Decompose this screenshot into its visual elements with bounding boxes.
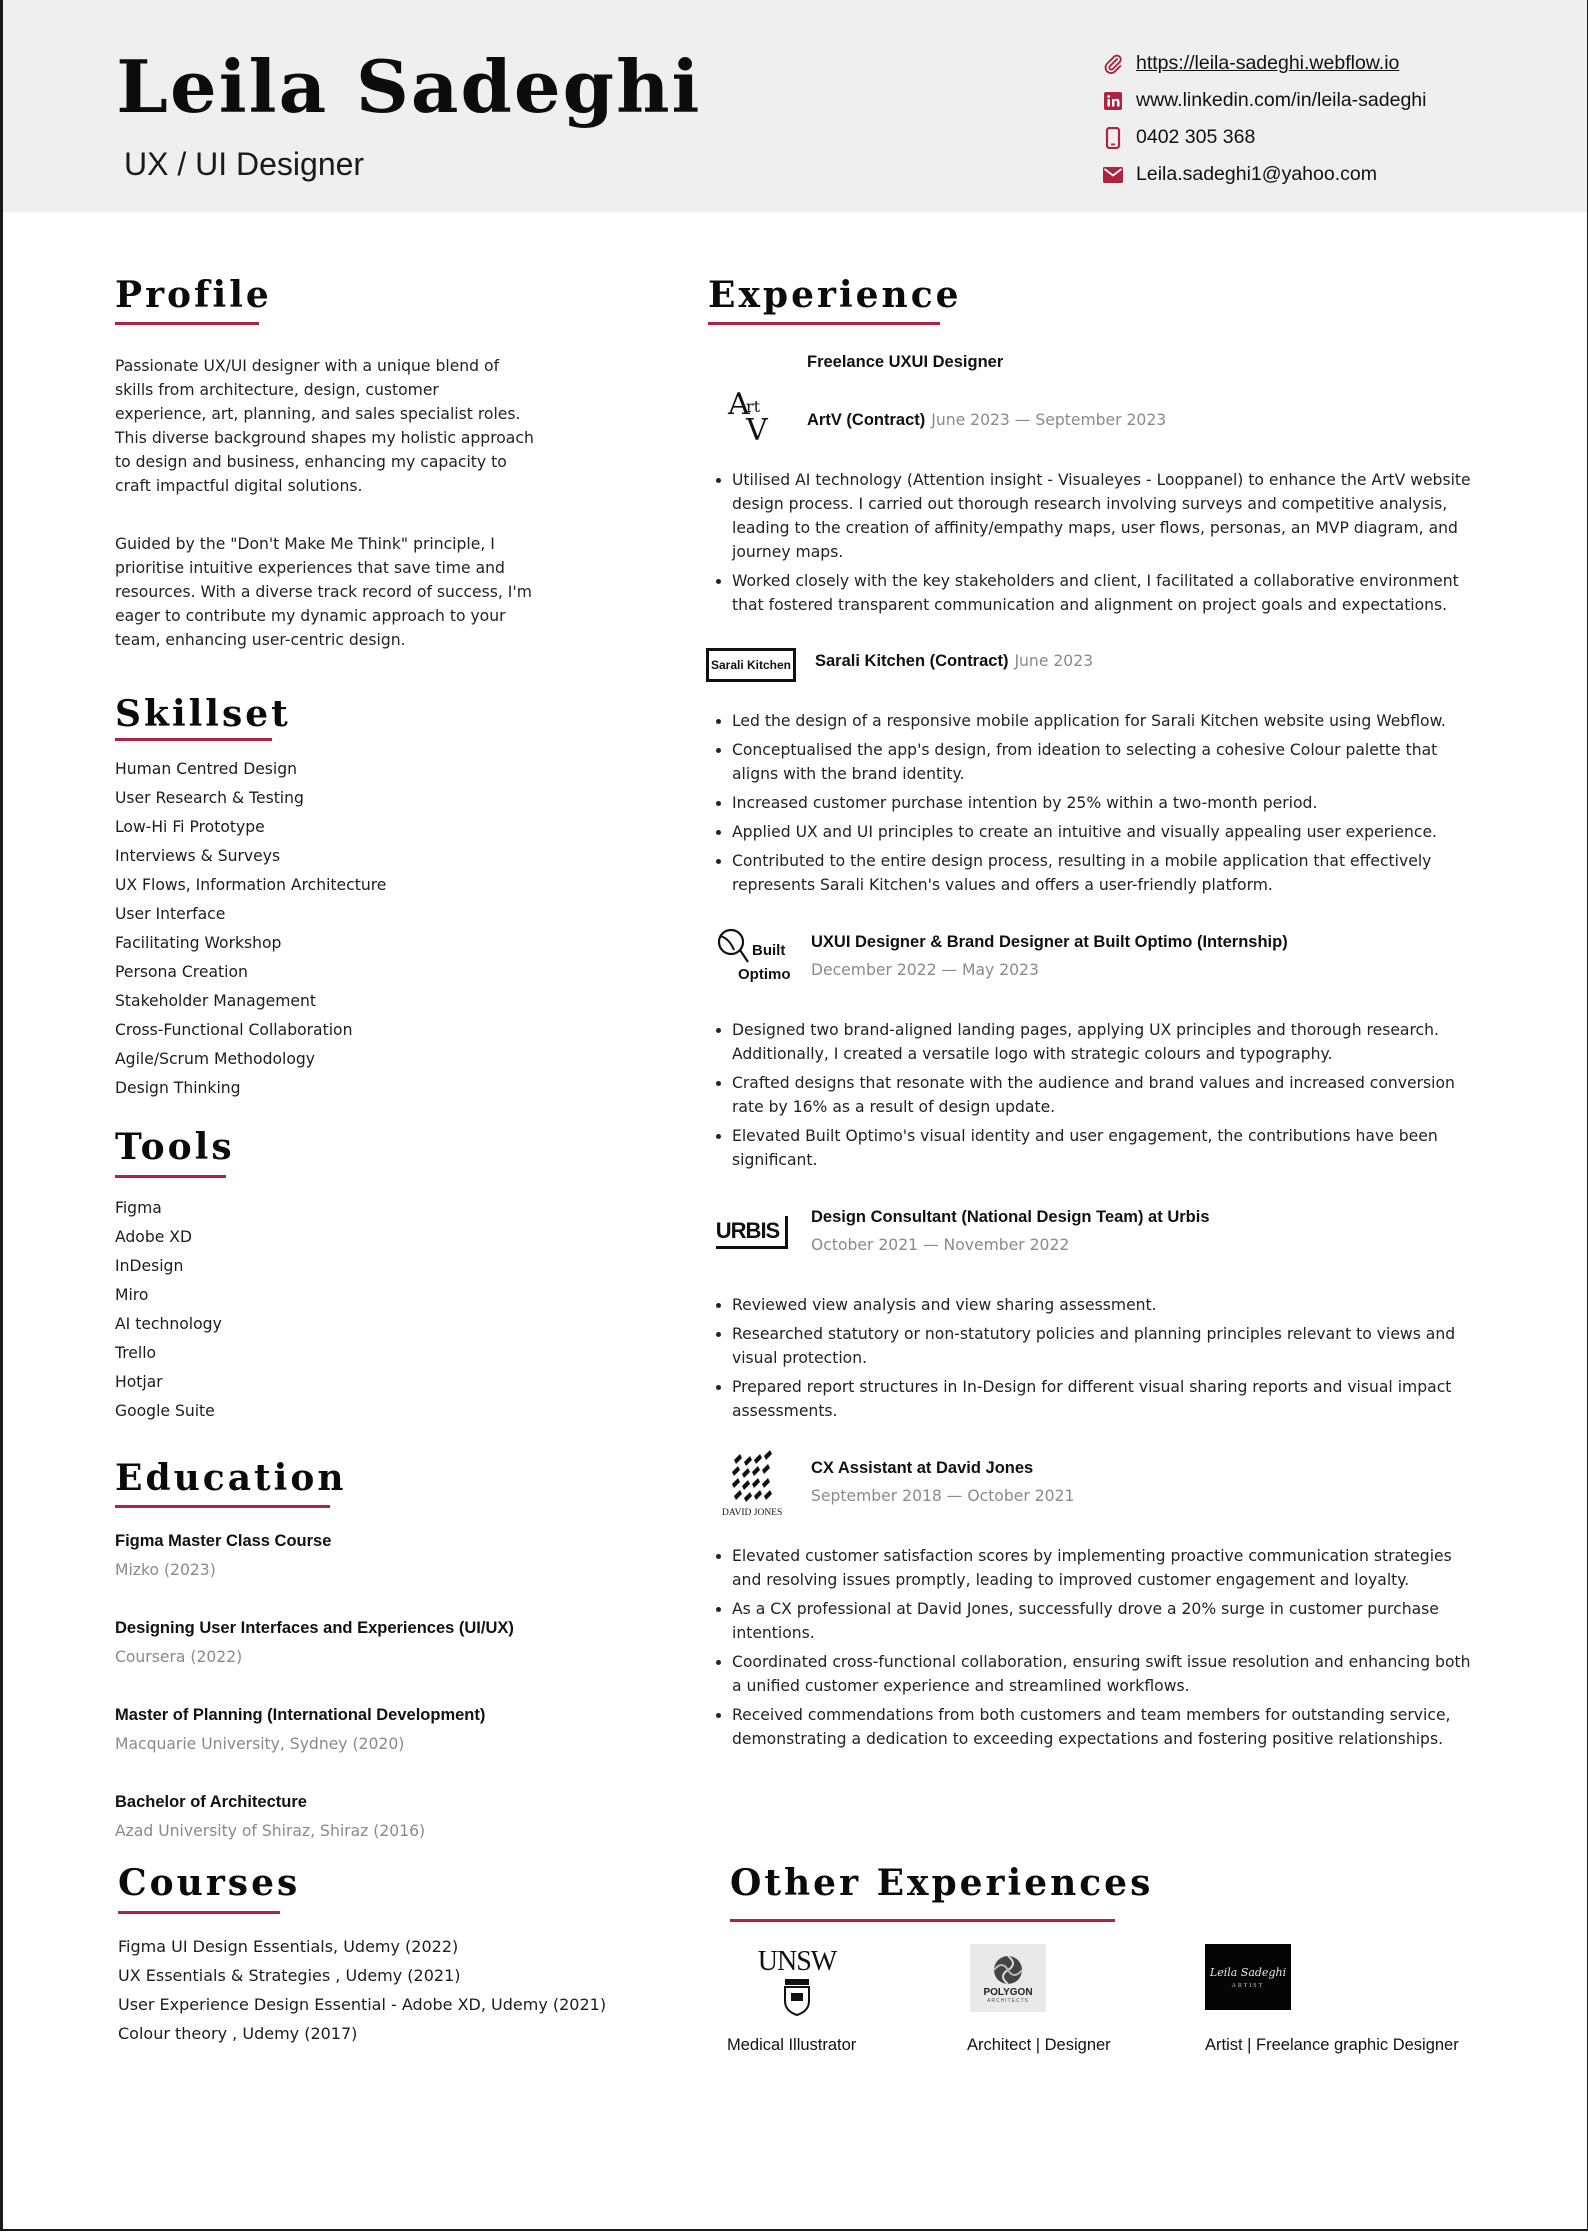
job-bullet: Coordinated cross-functional collaboration, ensuring swift issue resolution and enhancing both a unified customer experience and streamlined workflows. [712,1650,1472,1698]
course-item: Colour theory , Udemy (2017) [118,2024,358,2043]
polygon-swirl-icon [991,1953,1025,1987]
job-bullet: Led the design of a responsive mobile application for Sarali Kitchen website using Webflow. [712,709,1472,733]
education-title: Bachelor of Architecture [115,1793,307,1811]
job-dates: December 2022 — May 2023 [811,961,1039,979]
course-item: Figma UI Design Essentials, Udemy (2022) [118,1937,459,1956]
linkedin-icon [1102,90,1124,112]
job-bullet: Elevated Built Optimo's visual identity and user engagement, the contributions have been significant. [712,1124,1472,1172]
job-bullet: As a CX professional at David Jones, successfully drove a 20% surge in customer purchase intentions. [712,1597,1472,1645]
polygon-architects-logo [970,1944,1046,2012]
education-subtitle: Coursera (2022) [115,1648,243,1666]
job-bullets [712,709,1472,902]
job-bullet: Contributed to the entire design process, resulting in a mobile application that effectively represents Sarali Kitchen's values and offers a user-friendly platform. [712,849,1472,897]
tool-item: AI technology [115,1315,222,1333]
job-bullet: Worked closely with the key stakeholders and client, I facilitated a collaborative environment that fostered transparent communication and alignment on project goals and expectations. [712,569,1472,617]
tool-item: Hotjar [115,1373,163,1391]
skill-item: UX Flows, Information Architecture [115,876,387,894]
email-address[interactable]: Leila.sadeghi1@yahoo.com [1136,163,1377,185]
contact-email[interactable] [1102,156,1426,193]
skill-item: Interviews & Surveys [115,847,281,865]
paperclip-icon [1102,53,1124,75]
course-item: UX Essentials & Strategies , Udemy (2021) [118,1966,461,1985]
skill-item: Stakeholder Management [115,992,316,1010]
job-bullets [712,1293,1472,1428]
urbis-logo [715,1210,786,1254]
education-item [115,1701,485,1759]
job-bullet: Crafted designs that resonate with the audience and brand values and increased conversion rate by 16% as a result of design update. [712,1071,1472,1119]
education-title: Designing User Interfaces and Experiences (UI/UX) [115,1619,514,1637]
job-bullet: Researched statutory or non-statutory policies and planning principles relevant to views and visual protection. [712,1322,1472,1370]
linkedin-link[interactable]: www.linkedin.com/in/leila-sadeghi [1136,89,1427,111]
contact-website[interactable] [1102,45,1426,82]
tools-heading: Tools [115,1126,235,1168]
education-title: Figma Master Class Course [115,1532,332,1550]
job-dates: June 2023 — September 2023 [931,411,1167,429]
other-experiences-rule [730,1919,1115,1922]
education-item [115,1527,331,1585]
tool-item: Trello [115,1344,157,1362]
job-title [815,652,1093,671]
education-heading: Education [115,1457,347,1499]
tool-item: Figma [115,1199,162,1217]
skillset-rule [115,738,272,741]
artist-logo-sub: ARTIST [1231,1982,1265,1989]
job-dates: June 2023 [1014,652,1094,670]
skill-item: Design Thinking [115,1079,241,1097]
other-experience-label: Medical Illustrator [727,2036,857,2054]
other-experience-label: Artist | Freelance graphic Designer [1205,2036,1459,2054]
polygon-logo-text: POLYGON [983,1986,1033,1998]
sarali-logo-text: Sarali Kitchen [710,658,792,672]
unsw-logo [752,1944,842,2020]
education-subtitle: Mizko (2023) [115,1561,216,1579]
job-bullets [712,1544,1472,1756]
artist-signature-logo [1205,1944,1291,2010]
contact-linkedin[interactable] [1102,82,1426,119]
skill-item: User Research & Testing [115,789,304,807]
phone-icon [1102,127,1124,149]
skill-item: Human Centred Design [115,760,298,778]
unsw-logo-text: UNSW [757,1946,837,1977]
experience-rule [708,322,940,325]
job-bullet: Increased customer purchase intention by 25% within a two-month period. [712,791,1472,815]
urbis-logo-text: URBIS [716,1216,788,1249]
education-rule [115,1505,330,1508]
skill-item: User Interface [115,905,226,923]
artv-logo [718,384,782,444]
skillset-list [115,755,386,1103]
skill-item: Agile/Scrum Methodology [115,1050,316,1068]
david-jones-logo-text: DAVID JONES [722,1508,783,1518]
job-bullet: Designed two brand-aligned landing pages, applying UX principles and thorough research. Additionally, I created a versatile logo with strategic colours and typography. [712,1018,1472,1066]
david-jones-logo [720,1450,800,1522]
job-bullet: Prepared report structures in In-Design for different visual sharing reports and visual impact assessments. [712,1375,1472,1423]
contact-list [1102,45,1426,193]
skillset-heading: Skillset [115,693,291,735]
courses-rule [118,1911,280,1914]
job-title: CX Assistant at David Jones [811,1459,1034,1477]
tools-rule [115,1175,226,1178]
sarali-kitchen-logo [706,648,796,682]
built-optimo-logo [714,926,796,988]
job-bullet: Conceptualised the app's design, from ideation to selecting a cohesive Colour palette that aligns with the brand identity. [712,738,1472,786]
job-title: UXUI Designer & Brand Designer at Built Optimo (Internship) [811,933,1288,951]
svg-text:V: V [746,413,768,444]
other-experiences-heading: Other Experiences [730,1862,1154,1904]
built-logo-text: Built [752,942,786,959]
tool-item: Google Suite [115,1402,215,1420]
website-link[interactable]: https://leila-sadeghi.webflow.io [1136,52,1400,74]
tool-item: InDesign [115,1257,184,1275]
svg-text:A: A [728,387,750,422]
candidate-name: Leila Sadeghi [116,44,702,129]
job-bullet: Reviewed view analysis and view sharing assessment. [712,1293,1472,1317]
education-subtitle: Macquarie University, Sydney (2020) [115,1735,405,1753]
education-subtitle: Azad University of Shiraz, Shiraz (2016) [115,1822,426,1840]
courses-heading: Courses [118,1862,301,1904]
mail-icon [1102,164,1124,186]
job-dates: September 2018 — October 2021 [811,1487,1075,1505]
education-item [115,1614,514,1672]
unsw-crest-icon [783,1977,811,2017]
job-pre-title: Freelance UXUI Designer [807,353,1004,371]
experience-heading: Experience [708,274,962,316]
job-bullets [712,468,1472,622]
tools-list [115,1194,222,1426]
job-bullet: Received commendations from both customers and team members for outstanding service, demonstrating a dedication to exceeding expectations and fostering positive relationships. [712,1703,1472,1751]
phone-number[interactable]: 0402 305 368 [1136,126,1256,148]
svg-text:rt: rt [746,397,761,416]
job-bullet: Utilised AI technology (Attention insight - Visualeyes - Looppanel) to enhance the ArtV website design process. I carried out thorough research involving surveys and competitive analysis, leading to the creation of affinity/empathy maps, user flows, personas, an MVP diagram, and journey maps. [712,468,1472,564]
other-experience-label: Architect | Designer [967,2036,1111,2054]
contact-phone[interactable] [1102,119,1426,156]
skill-item: Persona Creation [115,963,248,981]
profile-rule [115,322,259,325]
profile-heading: Profile [115,274,272,316]
job-bullet: Elevated customer satisfaction scores by implementing proactive communication strategies and resolving issues promptly, leading to improved customer engagement and loyalty. [712,1544,1472,1592]
candidate-role: UX / UI Designer [124,146,365,182]
job-bullets [712,1018,1472,1177]
skill-item: Cross-Functional Collaboration [115,1021,353,1039]
course-item: User Experience Design Essential - Adobe XD, Udemy (2021) [118,1995,607,2014]
polygon-logo-sub: ARCHITECTS [987,1997,1029,2004]
job-title [807,411,1166,430]
courses-list [118,1932,606,2048]
job-dates: October 2021 — November 2022 [811,1236,1070,1254]
skill-item: Low-Hi Fi Prototype [115,818,265,836]
job-title-text: ArtV (Contract) [807,411,926,429]
profile-paragraph-2: Guided by the "Don't Make Me Think" principle, I prioritise intuitive experiences that save time and resources. With a diverse track record of success, I'm eager to contribute my dynamic approach to your team, enhancing user-centric design. [115,535,532,649]
job-bullet: Applied UX and UI principles to create an intuitive and visually appealing user experience. [712,820,1472,844]
job-title-text: Sarali Kitchen (Contract) [815,652,1009,670]
tool-item: Miro [115,1286,149,1304]
optimo-logo-text: Optimo [738,966,791,983]
skill-item: Facilitating Workshop [115,934,282,952]
profile-paragraph-1: Passionate UX/UI designer with a unique blend of skills from architecture, design, customer experience, art, planning, and sales specialist roles. This diverse background shapes my holistic approach to design and business, enhancing my capacity to craft impactful digital solutions. [115,357,534,495]
artist-signature-text: Leila Sadeghi [1209,1965,1287,1979]
education-item [115,1788,425,1846]
job-title: Design Consultant (National Design Team) at Urbis [811,1208,1210,1226]
education-title: Master of Planning (International Development) [115,1706,486,1724]
tool-item: Adobe XD [115,1228,192,1246]
